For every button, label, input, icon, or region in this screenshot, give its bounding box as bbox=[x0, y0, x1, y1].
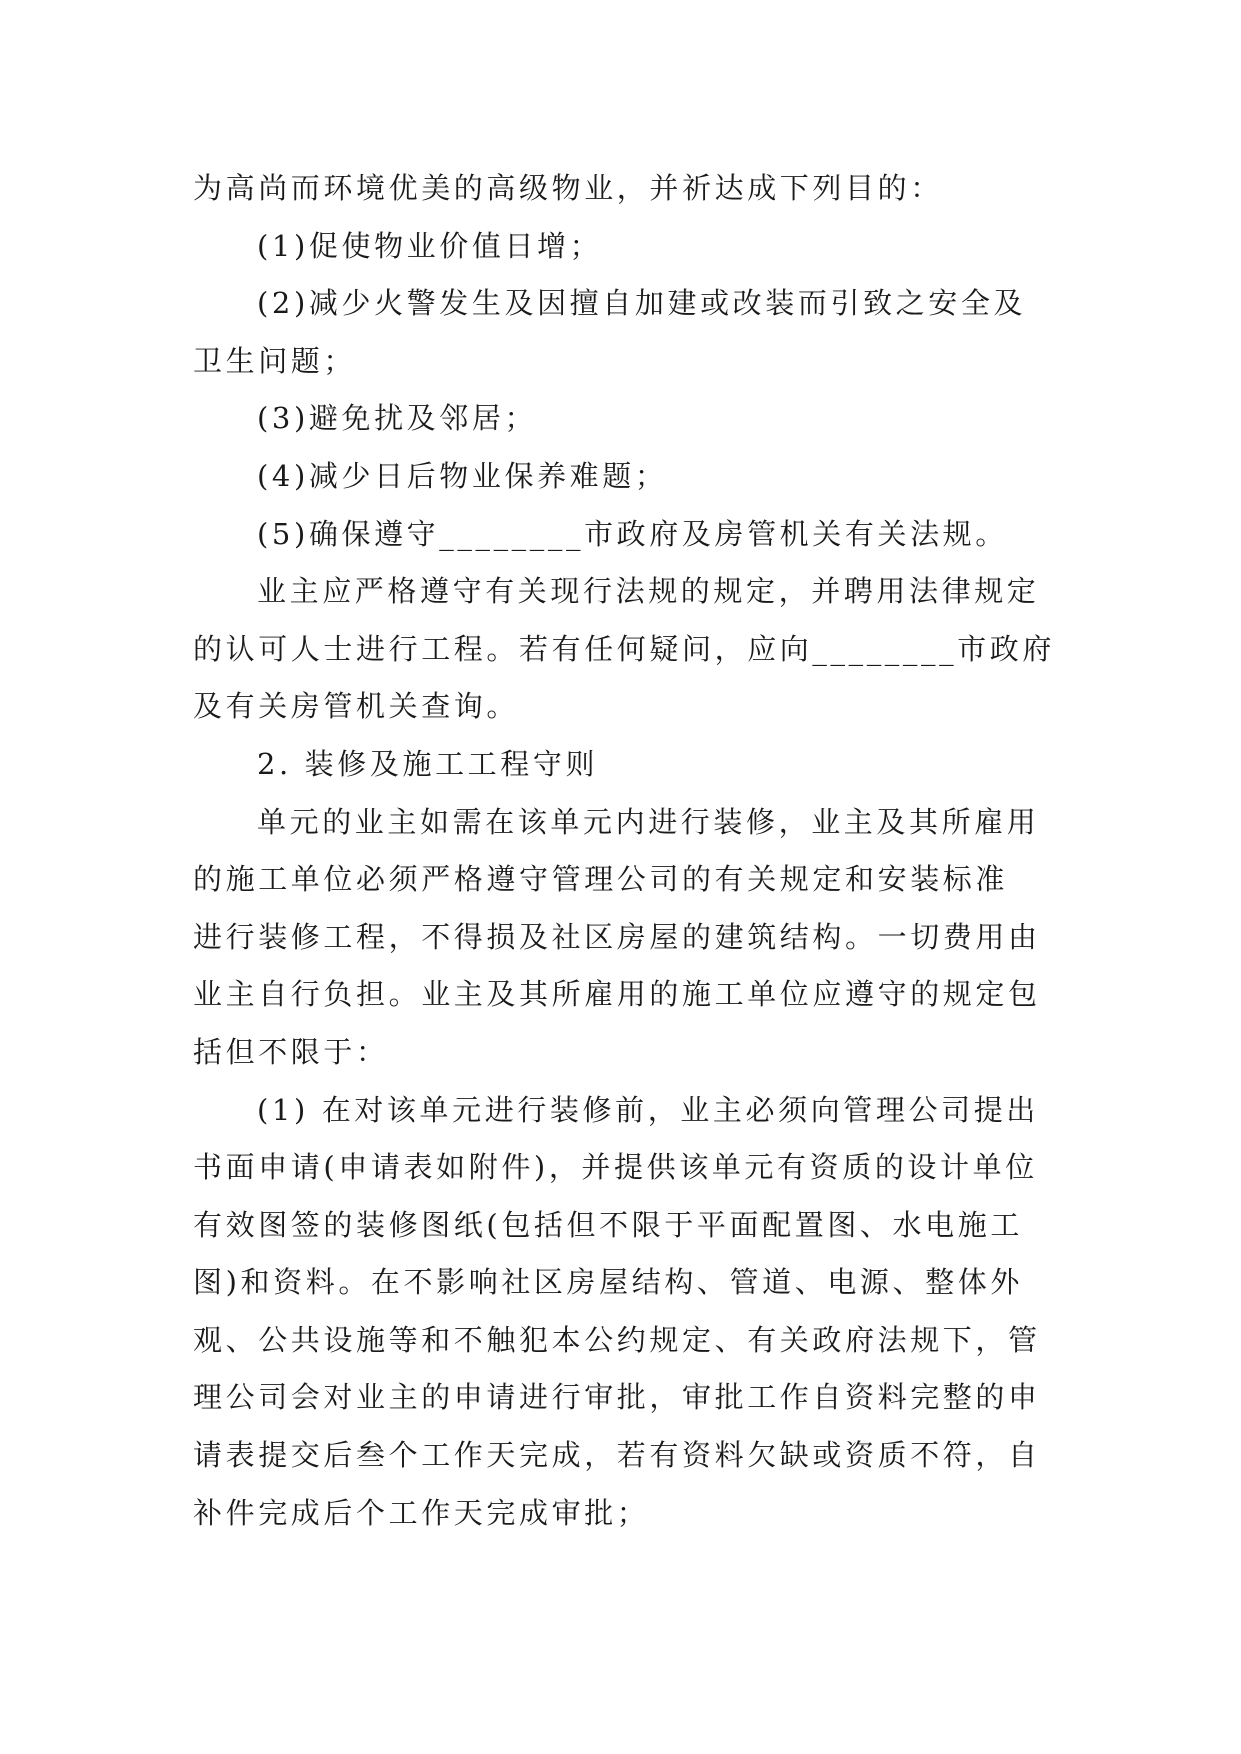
paragraph-line: 补件完成后个工作天完成审批； bbox=[193, 1495, 650, 1530]
list-item-3: (3)避免扰及邻居； bbox=[257, 401, 538, 436]
paragraph-line: 请表提交后叁个工作天完成，若有资料欠缺或资质不符，自 bbox=[193, 1438, 1041, 1473]
paragraph-line: 及有关房管机关查询。 bbox=[193, 689, 520, 724]
list-item-4: (4)减少日后物业保养难题； bbox=[257, 458, 668, 493]
section-heading: 2. 装修及施工工程守则 bbox=[257, 746, 599, 781]
list-item-2: (2)减少火警发生及因擅自加建或改装而引致之安全及 bbox=[257, 286, 1027, 321]
paragraph-line: 观、公共设施等和不触犯本公约规定、有关政府法规下，管 bbox=[193, 1322, 1041, 1357]
paragraph-line: 书面申请(申请表如附件)，并提供该单元有资质的设计单位 bbox=[193, 1150, 1038, 1185]
paragraph-line: 图)和资料。在不影响社区房屋结构、管道、电源、整体外 bbox=[193, 1265, 1023, 1300]
document-page bbox=[193, 160, 1055, 1542]
list-item-5: (5)确保遵守________市政府及房管机关有关法规。 bbox=[257, 516, 1008, 551]
paragraph-line: 的施工单位必须严格遵守管理公司的有关规定和安装标准 bbox=[193, 862, 1009, 897]
paragraph-line: 为高尚而环境优美的高级物业，并祈达成下列目的： bbox=[193, 171, 943, 205]
paragraph-line: 业主自行负担。业主及其所雇用的施工单位应遵守的规定包 bbox=[193, 977, 1041, 1012]
paragraph-line: 括但不限于： bbox=[193, 1034, 389, 1069]
paragraph-line: 有效图签的装修图纸(包括但不限于平面配置图、水电施工 bbox=[193, 1207, 1023, 1242]
paragraph-line: 业主应严格遵守有关现行法规的规定，并聘用法律规定 bbox=[257, 574, 1040, 609]
paragraph-line: 进行装修工程，不得损及社区房屋的建筑结构。一切费用由 bbox=[193, 919, 1041, 954]
paragraph-line: 的认可人士进行工程。若有任何疑问，应向________市政府 bbox=[193, 631, 1056, 666]
list-item-1: (1)促使物业价值日增； bbox=[257, 228, 603, 263]
paragraph-line: 单元的业主如需在该单元内进行装修，业主及其所雇用 bbox=[257, 804, 1040, 839]
paragraph-line: 理公司会对业主的申请进行审批，审批工作自资料完整的申 bbox=[193, 1380, 1041, 1415]
list-item-1-rule: (1) 在对该单元进行装修前，业主必须向管理公司提出 bbox=[257, 1092, 1039, 1127]
list-item-2-continued: 卫生问题； bbox=[193, 343, 357, 378]
